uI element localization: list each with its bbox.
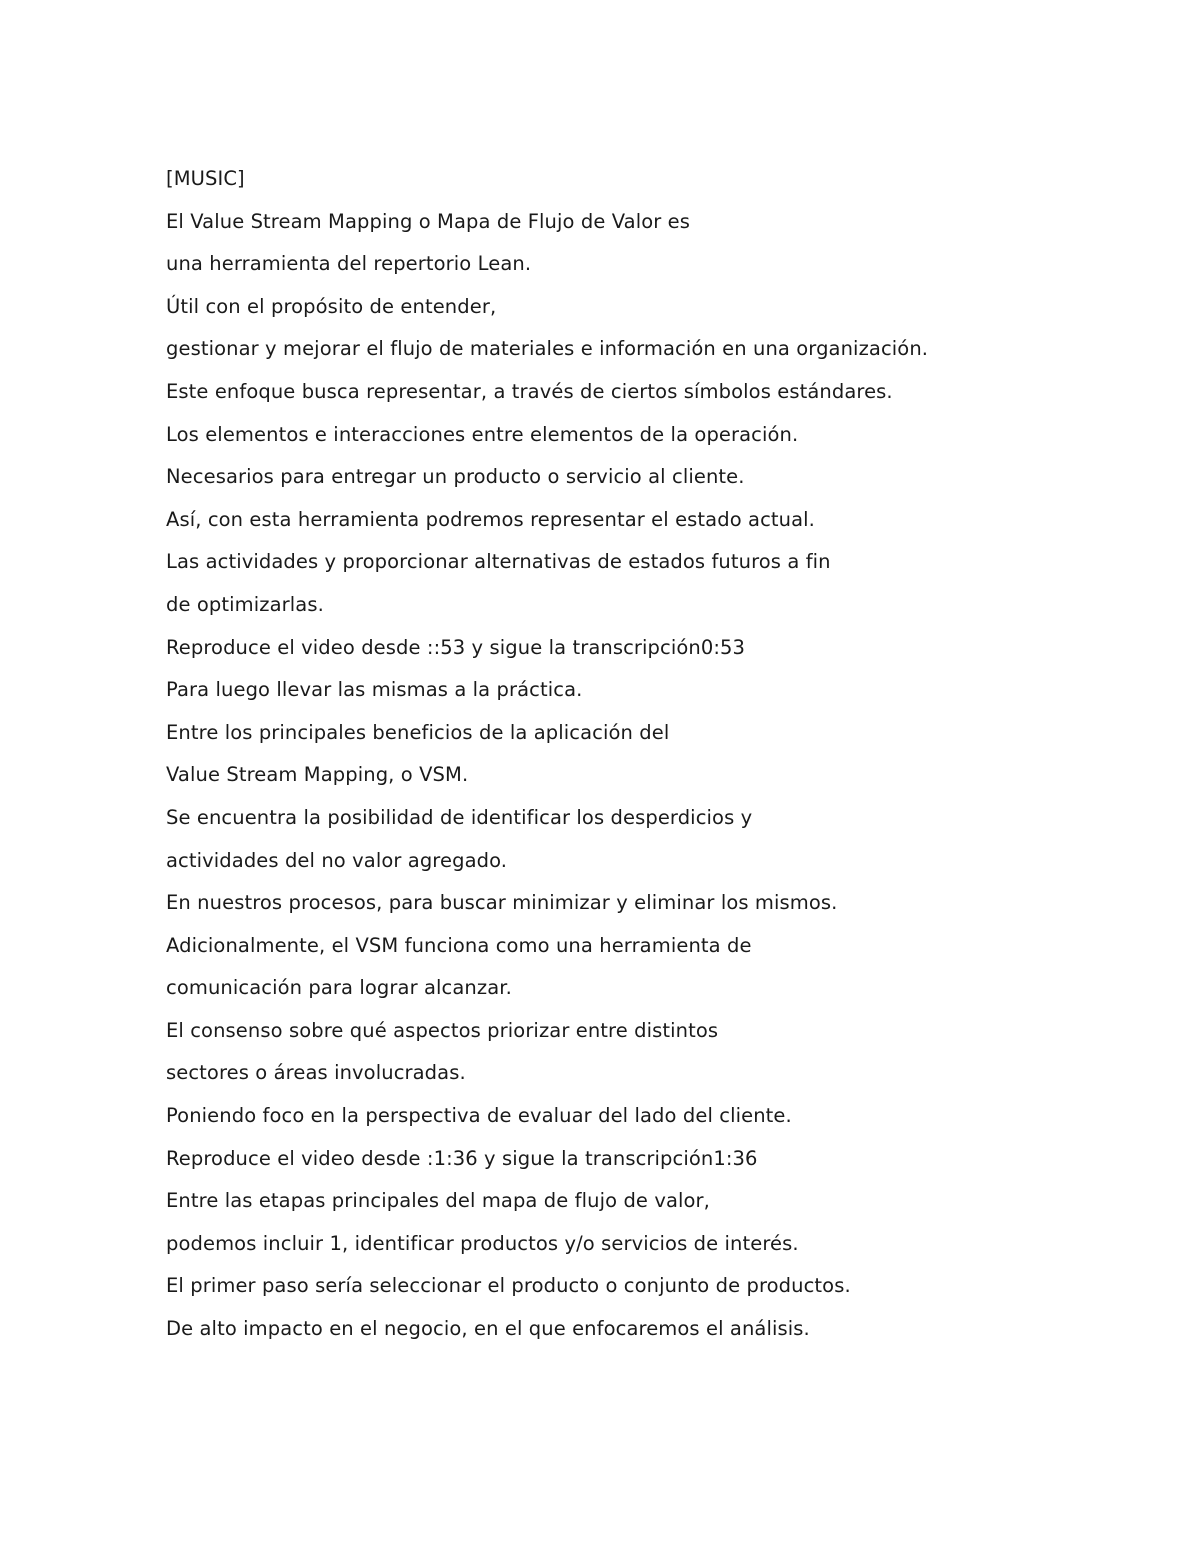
transcript-line: comunicación para lograr alcanzar. — [166, 976, 512, 1000]
transcript-line: Reproduce el video desde ::53 y sigue la transcripción0:53 — [166, 635, 746, 659]
transcript-line: Value Stream Mapping, o VSM. — [166, 763, 469, 787]
transcript-line: El Value Stream Mapping o Mapa de Flujo de Valor es — [166, 209, 691, 233]
transcript-line: Así, con esta herramienta podremos representar el estado actual. — [166, 507, 815, 531]
transcript-line: Este enfoque busca representar, a través de ciertos símbolos estándares. — [166, 379, 893, 403]
transcript-line: El consenso sobre qué aspectos priorizar entre distintos — [166, 1018, 719, 1042]
transcript-line: Para luego llevar las mismas a la práctica. — [166, 678, 583, 702]
transcript-line: Poniendo foco en la perspectiva de evaluar del lado del cliente. — [166, 1104, 792, 1128]
transcript-line: Se encuentra la posibilidad de identificar los desperdicios y — [166, 805, 753, 829]
transcript-line: En nuestros procesos, para buscar minimizar y eliminar los mismos. — [166, 891, 838, 915]
transcript-line: de optimizarlas. — [166, 592, 324, 616]
transcript-text — [166, 162, 1126, 1355]
transcript-line: Los elementos e interacciones entre elementos de la operación. — [166, 422, 799, 446]
transcript-line: El primer paso sería seleccionar el producto o conjunto de productos. — [166, 1274, 851, 1298]
transcript-line: sectores o áreas involucradas. — [166, 1061, 466, 1085]
transcript-line: [MUSIC] — [166, 167, 245, 190]
transcript-line: actividades del no valor agregado. — [166, 848, 508, 872]
transcript-line: Necesarios para entregar un producto o servicio al cliente. — [166, 465, 745, 489]
transcript-line: De alto impacto en el negocio, en el que enfocaremos el análisis. — [166, 1317, 810, 1341]
transcript-line: Útil con el propósito de entender, — [166, 294, 497, 318]
transcript-line: una herramienta del repertorio Lean. — [166, 252, 532, 276]
transcript-line: gestionar y mejorar el flujo de materiales e información en una organización. — [166, 337, 929, 361]
transcript-line: Reproduce el video desde :1:36 y sigue la transcripción1:36 — [166, 1146, 758, 1170]
transcript-line: Entre los principales beneficios de la aplicación del — [166, 720, 670, 744]
transcript-line: Entre las etapas principales del mapa de flujo de valor, — [166, 1189, 710, 1213]
transcript-line: Adicionalmente, el VSM funciona como una herramienta de — [166, 933, 752, 957]
transcript-line: podemos incluir 1, identificar productos y/o servicios de interés. — [166, 1231, 799, 1255]
transcript-line: Las actividades y proporcionar alternativas de estados futuros a fin — [166, 550, 831, 574]
